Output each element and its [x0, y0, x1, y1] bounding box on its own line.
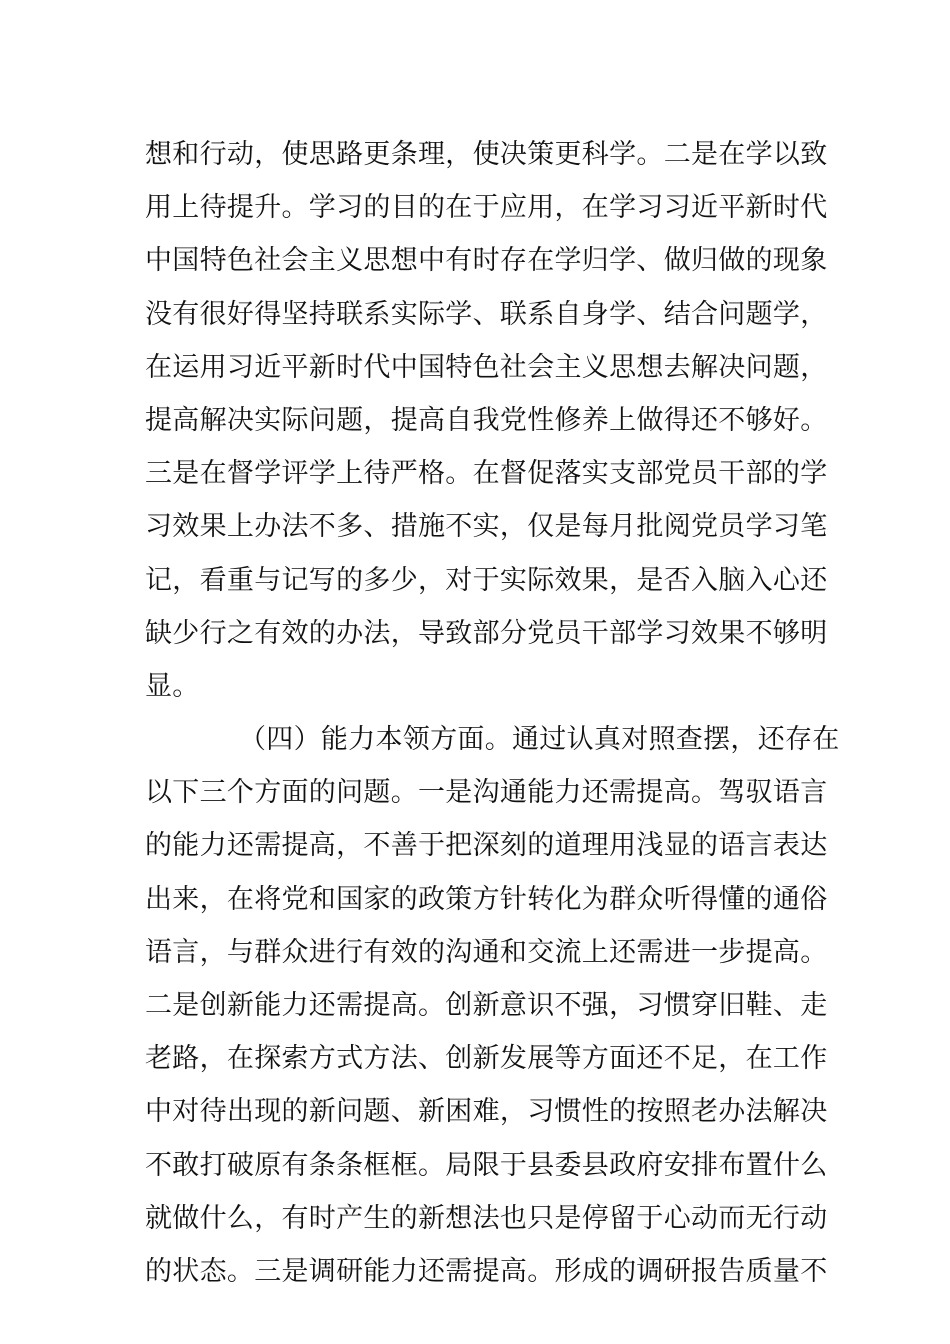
text-line: 没有很好得坚持联系实际学、联系自身学、结合问题学， [145, 298, 828, 330]
text-line: 语言，与群众进行有效的沟通和交流上还需进一步提高。 [145, 936, 828, 968]
text-line: 中对待出现的新问题、新困难，习惯性的按照老办法解决 [145, 1096, 828, 1128]
text-line: 的能力还需提高，不善于把深刻的道理用浅显的语言表达 [145, 830, 828, 862]
text-line: 二是创新能力还需提高。创新意识不强，习惯穿旧鞋、走 [145, 990, 828, 1021]
text-line: 记，看重与记写的多少，对于实际效果，是否入脑入心还 [145, 564, 828, 596]
text-line: 的状态。三是调研能力还需提高。形成的调研报告质量不 [145, 1255, 828, 1287]
text-line: 老路，在探索方式方法、创新发展等方面还不足，在工作 [145, 1043, 828, 1075]
text-line: 中国特色社会主义思想中有时存在学归学、做归做的现象 [145, 245, 828, 277]
text-line: 想和行动，使思路更条理，使决策更科学。二是在学以致 [145, 139, 828, 170]
text-line: 用上待提升。学习的目的在于应用，在学习习近平新时代 [145, 192, 828, 224]
text-line: 在运用习近平新时代中国特色社会主义思想去解决问题， [145, 351, 828, 383]
text-line: 习效果上办法不多、措施不实，仅是每月批阅党员学习笔 [145, 511, 828, 543]
section-heading-line: （四）能力本领方面。通过认真对照查摆，还存在 [239, 724, 840, 756]
text-line: 提高解决实际问题，提高自我党性修养上做得还不够好。 [145, 404, 828, 436]
text-line: 出来，在将党和国家的政策方针转化为群众听得懂的通俗 [145, 883, 828, 915]
text-line: 缺少行之有效的办法，导致部分党员干部学习效果不够明 [145, 617, 828, 649]
text-line: 以下三个方面的问题。一是沟通能力还需提高。驾驭语言 [145, 777, 828, 809]
text-line: 不敢打破原有条条框框。局限于县委县政府安排布置什么 [145, 1149, 828, 1181]
text-line: 就做什么，有时产生的新想法也只是停留于心动而无行动 [145, 1202, 828, 1234]
text-line: 显。 [145, 670, 200, 702]
body-text [145, 128, 840, 1298]
text-line: 三是在督学评学上待严格。在督促落实支部党员干部的学 [145, 458, 828, 490]
